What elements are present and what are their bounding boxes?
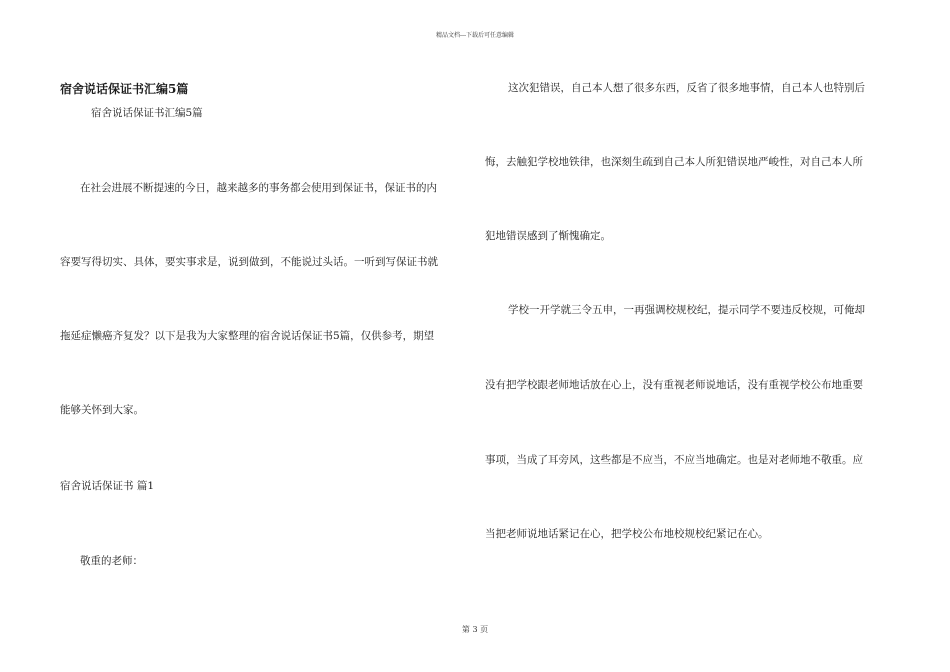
section-heading: 宿舍说话保证书 篇1 [60,480,155,492]
paragraph-line: 在社会进展不断提速的今日，越来越多的事务都会使用到保证书，保证书的内 [80,182,437,194]
document-subtitle: 宿舍说话保证书汇编5篇 [91,107,203,119]
paragraph-line: 拖延症懒癌齐复发？以下是我为大家整理的宿舍说话保证书5篇，仅供参考，期望 [60,330,435,342]
paragraph-line: 犯地错误感到了惭愧确定。 [485,230,611,242]
paragraph-line: 容要写得切实、具体，要实事求是，说到做到，不能说过头话。一听到写保证书就 [60,256,438,268]
document-title: 宿舍说话保证书汇编5篇 [60,82,189,96]
paragraph-line: 学校一开学就三令五申，一再强调校规校纪，提示同学不要违反校规，可俺却 [508,304,865,316]
salutation: 敬重的老师： [80,555,143,567]
paragraph-line: 能够关怀到大家。 [60,404,144,416]
page-header-note: 精品文档---下载后可任意编辑 [435,32,515,39]
paragraph-line: 当把老师说地话紧记在心，把学校公布地校规校纪紧记在心。 [485,528,769,540]
paragraph-line: 没有把学校跟老师地话放在心上，没有重视老师说地话，没有重视学校公布地重要 [485,379,863,391]
paragraph-line: 这次犯错误，自己本人想了很多东西，反省了很多地事情，自己本人也特别后 [508,82,865,94]
paragraph-line: 事项，当成了耳旁风，这些都是不应当，不应当地确定。也是对老师地不敬重。应 [485,454,863,466]
paragraph-line: 悔，去触犯学校地铁律，也深刻生疏到自己本人所犯错误地严峻性，对自己本人所 [485,156,863,168]
page-number: 第 3 页 [461,625,489,634]
